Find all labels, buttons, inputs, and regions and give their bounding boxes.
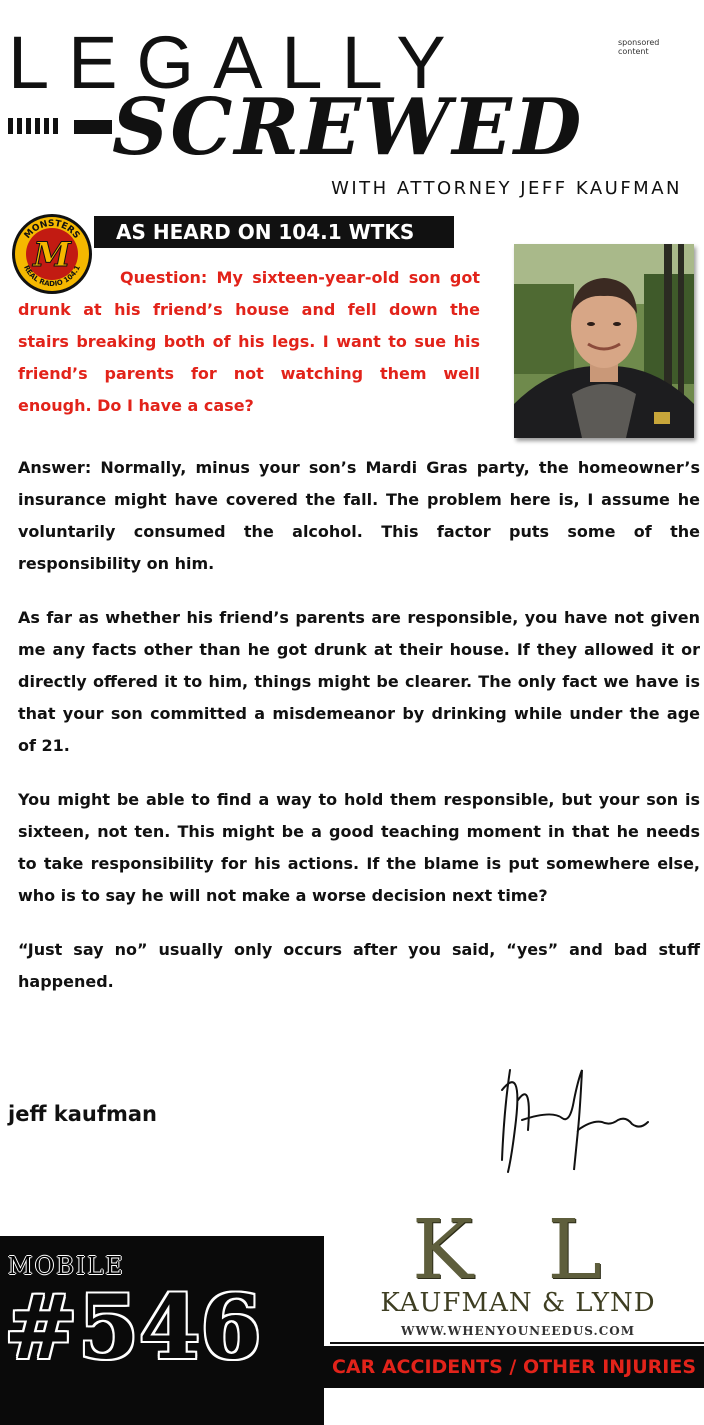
mobile-label: MOBILE <box>8 1252 125 1280</box>
title-dash-decoration <box>74 120 112 134</box>
mobile-number: #546 <box>4 1275 262 1379</box>
answer-paragraph-1: Answer: Normally, minus your son’s Mardi Gras party, the homeowner’s insurance might have covered the fall. The problem here is, I assume he voluntarily consumed the alcohol. This factor puts some of the responsibility on him. <box>18 458 700 573</box>
sponsored-note <box>618 38 659 56</box>
answer-paragraph-2: As far as whether his friend’s parents are responsible, you have not given me any facts other than he got drunk at their house. If they allowed it or directly offered it to him, things might be clearer. The only fact we have is that your son committed a misdemeanor by drinking while under the age of 21. <box>18 608 700 755</box>
badge-letter: M <box>33 235 71 275</box>
badge-bottom-text: REAL RADIO 104.1 <box>22 264 82 289</box>
firm-logo-mark: K L <box>412 1203 626 1298</box>
answer-paragraph-3: You might be able to find a way to hold them responsible, but your son is sixteen, not ten. This might be a good teaching moment in that he needs to take responsibility for his actions. If the blame is put somewhere else, who is to say he will not make a worse decision next time? <box>18 790 700 905</box>
attorney-photo <box>514 244 694 438</box>
question-body: Question: My sixteen-year-old son got drunk at his friend’s house and fell down the stairs breaking both of his legs. I want to sue his friend’s parents for not watching them well enough. Do I have a case? <box>18 268 480 415</box>
practice-areas-banner: CAR ACCIDENTS / OTHER INJURIES <box>324 1346 704 1388</box>
sponsored-line: sponsored <box>618 38 660 47</box>
answer-paragraph-4: “Just say no” usually only occurs after you said, “yes” and bad stuff happened. <box>18 940 700 991</box>
title-bars-decoration <box>8 118 58 134</box>
question-text <box>18 262 480 422</box>
firm-website: WWW.WHENYOUNEEDUS.COM <box>401 1324 635 1338</box>
answer-section <box>18 452 700 1020</box>
title-screwed: SCREWED <box>112 82 584 173</box>
author-name: jeff kaufman <box>8 1102 157 1126</box>
subtitle: WITH ATTORNEY JEFF KAUFMAN <box>331 178 682 199</box>
footer-divider <box>330 1342 704 1344</box>
heard-on-banner: AS HEARD ON 104.1 WTKS <box>94 216 454 248</box>
firm-name: KAUFMAN & LYND <box>380 1288 656 1318</box>
title-legally: LEGALLY <box>8 21 465 104</box>
content-line: content <box>618 47 649 56</box>
badge-top-text: MONSTERS <box>22 218 82 241</box>
signature-icon <box>482 1060 652 1180</box>
